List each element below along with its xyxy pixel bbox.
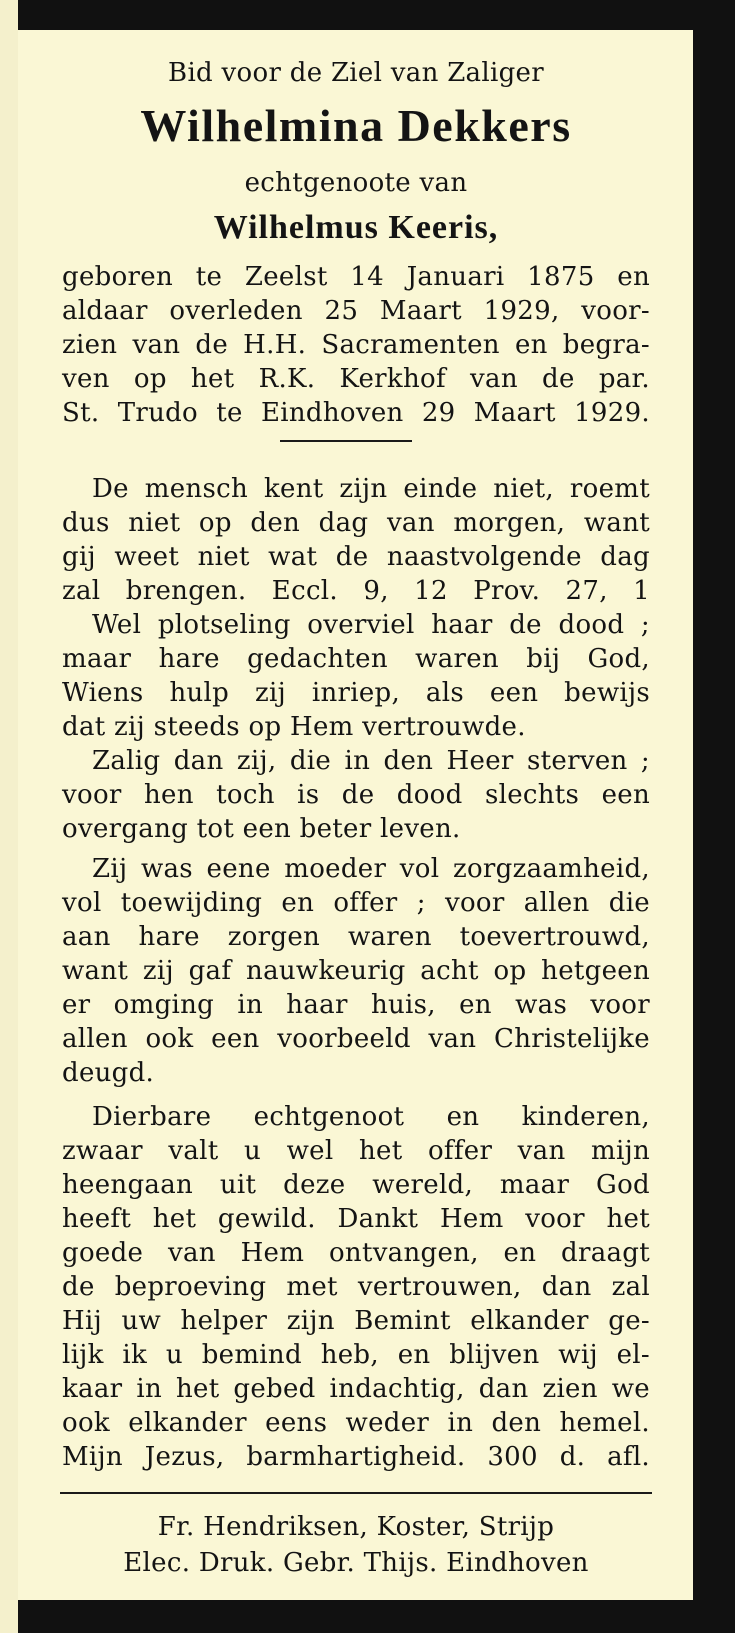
- verse-line: voor hen toch is de dood slechts een: [62, 780, 650, 810]
- verse-line: lijk ik u bemind heb, en blijven wij el-: [62, 1340, 650, 1370]
- verse-line: Mijn Jezus, barmhartigheid. 300 d. afl.: [62, 1442, 650, 1472]
- verse-line: zal brengen. Eccl. 9, 12 Prov. 27, 1: [62, 576, 650, 606]
- verse-line: Dierbare echtgenoot en kinderen,: [92, 1102, 650, 1132]
- verse-line: zwaar valt u wel het offer van mijn: [62, 1136, 650, 1166]
- verse-line: vol toewijding en offer ; voor allen die: [62, 888, 650, 918]
- verse-line: gij weet niet wat de naastvolgende dag: [62, 542, 650, 572]
- verse-line: goede van Hem ontvangen, en draagt: [62, 1238, 650, 1268]
- verse-line: Zij was eene moeder vol zorgzaamheid,: [92, 854, 650, 884]
- biography-line: St. Trudo te Eindhoven 29 Maart 1929.: [62, 398, 650, 428]
- deceased-name: Wilhelmina Dekkers: [140, 100, 572, 151]
- verse-line: overgang tot een beter leven.: [62, 814, 461, 844]
- relation-text: echtgenoote van: [244, 168, 468, 198]
- verse-line: de beproeving met vertrouwen, dan zal: [62, 1272, 650, 1302]
- verse-line: deugd.: [62, 1058, 155, 1088]
- verse-line: De mensch kent zijn einde niet, roemt: [92, 474, 650, 504]
- verse-line: Hij uw helper zijn Bemint elkander ge-: [62, 1306, 650, 1336]
- long-divider: [60, 1492, 652, 1494]
- verse-line: Wel plotseling overviel haar de dood ;: [92, 610, 650, 640]
- card-edge: [0, 0, 18, 1633]
- biography-line: zien van de H.H. Sacramenten en begra-: [62, 330, 650, 360]
- verse-line: aan hare zorgen waren toevertrouwd,: [62, 922, 650, 952]
- verse-line: maar hare gedachten waren bij God,: [62, 644, 650, 674]
- verse-line: kaar in het gebed indachtig, dan zien we: [62, 1374, 650, 1404]
- verse-line: dus niet op den dag van morgen, want: [62, 508, 650, 538]
- prayer-line: Bid voor de Ziel van Zaliger: [168, 58, 544, 88]
- verse-line: heengaan uit deze wereld, maar God: [62, 1170, 650, 1200]
- biography-line: ven op het R.K. Kerkhof van de par.: [62, 364, 650, 394]
- verse-line: ook elkander eens weder in den hemel.: [62, 1408, 650, 1438]
- verse-line: Zalig dan zij, die in den Heer sterven ;: [92, 746, 650, 776]
- verse-line: dat zij steeds op Hem vertrouwde.: [62, 712, 526, 742]
- short-divider: [280, 440, 412, 442]
- verse-line: want zij gaf nauwkeurig acht op hetgeen: [62, 956, 650, 986]
- spouse-name: Wilhelmus Keeris,: [213, 209, 499, 246]
- printer-line-2: Elec. Druk. Gebr. Thijs. Eindhoven: [123, 1548, 589, 1578]
- biography-line: geboren te Zeelst 14 Januari 1875 en: [62, 262, 650, 292]
- printer-line-1: Fr. Hendriksen, Koster, Strijp: [157, 1512, 555, 1542]
- memorial-card: [18, 30, 693, 1600]
- verse-line: Wiens hulp zij inriep, als een bewijs: [62, 678, 650, 708]
- verse-line: er omging in haar huis, en was voor: [62, 990, 650, 1020]
- biography-line: aldaar overleden 25 Maart 1929, voor-: [62, 296, 650, 326]
- verse-line: allen ook een voorbeeld van Christelijke: [62, 1024, 650, 1054]
- verse-line: heeft het gewild. Dankt Hem voor het: [62, 1204, 650, 1234]
